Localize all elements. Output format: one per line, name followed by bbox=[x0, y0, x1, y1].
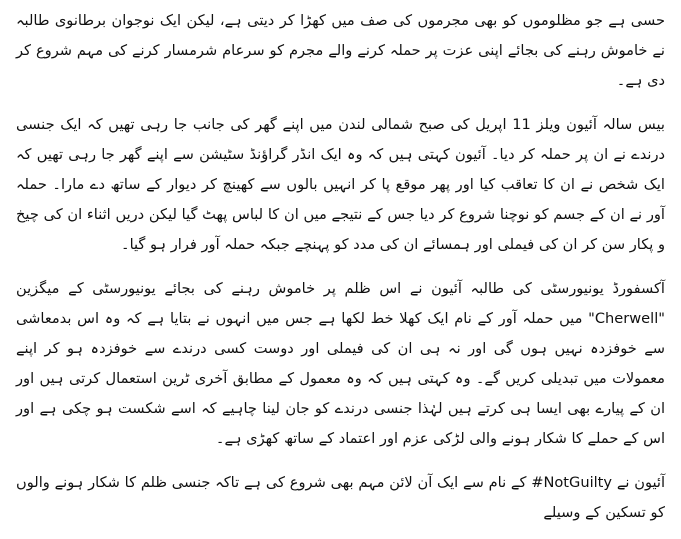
paragraph-2: بیس سالہ آئیون ویلز 11 اپریل کی صبح شمالی لندن میں اپنے گھر کی جانب جا رہی تھیں کہ ایک جنسی درندے نے ان پر حملہ کر دیا۔ آئیون کہتی ہیں کہ وہ ایک انڈر گراؤنڈ سٹیشن سے اپنے گھر جا رہی تھیں کہ ایک شخص نے ان کا تعاقب کیا اور پھر موقع پا کر انہیں بالوں سے کھینچ کر دیوار کے ساتھ دے مارا۔ حملہ آور نے ان کے جسم کو نوچنا شروع کر دیا جس کے نتیجے میں ان کا لباس پھٹ گیا لیکن دریں اثناء ان کی چیخ و پکار سن کر ان کی فیملی اور ہمسائے ان کی مدد کو پہنچے جبکہ حملہ آور فرار ہو گیا۔ bbox=[16, 116, 665, 253]
article-body bbox=[16, 6, 665, 528]
paragraph-3: آکسفورڈ یونیورسٹی کی طالبہ آئیون نے اس ظلم پر خاموش رہنے کی بجائے یونیورسٹی کے میگزین "Cherwell" میں حملہ آور کے نام ایک کھلا خط لکھا ہے جس میں انہوں نے بتایا ہے کہ وہ اس بدمعاشی سے خوفزدہ نہیں ہوں گی اور نہ ہی ان کی فیملی اور دوست کسی درندے سے خوفزدہ ہو کر اپنے معمولات میں تبدیلی کریں گے۔ وہ کہتی ہیں کہ وہ معمول کے مطابق آخری ٹرین استعمال کرتی ہیں اور ان کے پیارے بھی ایسا ہی کرتے ہیں لہٰذا جنسی درندے کو جان لینا چاہیے کہ اسے شکست ہو چکی ہے اور اس کے حملے کا شکار ہونے والی لڑکی عزم اور اعتماد کے ساتھ کھڑی ہے۔ bbox=[16, 280, 665, 447]
paragraph-1: حسی ہے جو مظلوموں کو بھی مجرموں کی صف میں کھڑا کر دیتی ہے، لیکن ایک نوجوان برطانوی طالبہ نے خاموش رہنے کی بجائے اپنی عزت پر حملہ کرنے والے مجرم کو سرعام شرمسار کرنے کی مہم شروع کر دی ہے۔ bbox=[16, 12, 665, 89]
paragraph-4: آئیون نے NotGuilty# کے نام سے ایک آن لائن مہم بھی شروع کی ہے تاکہ جنسی ظلم کا شکار ہونے والوں کو تسکین کے وسیلے bbox=[16, 474, 665, 521]
